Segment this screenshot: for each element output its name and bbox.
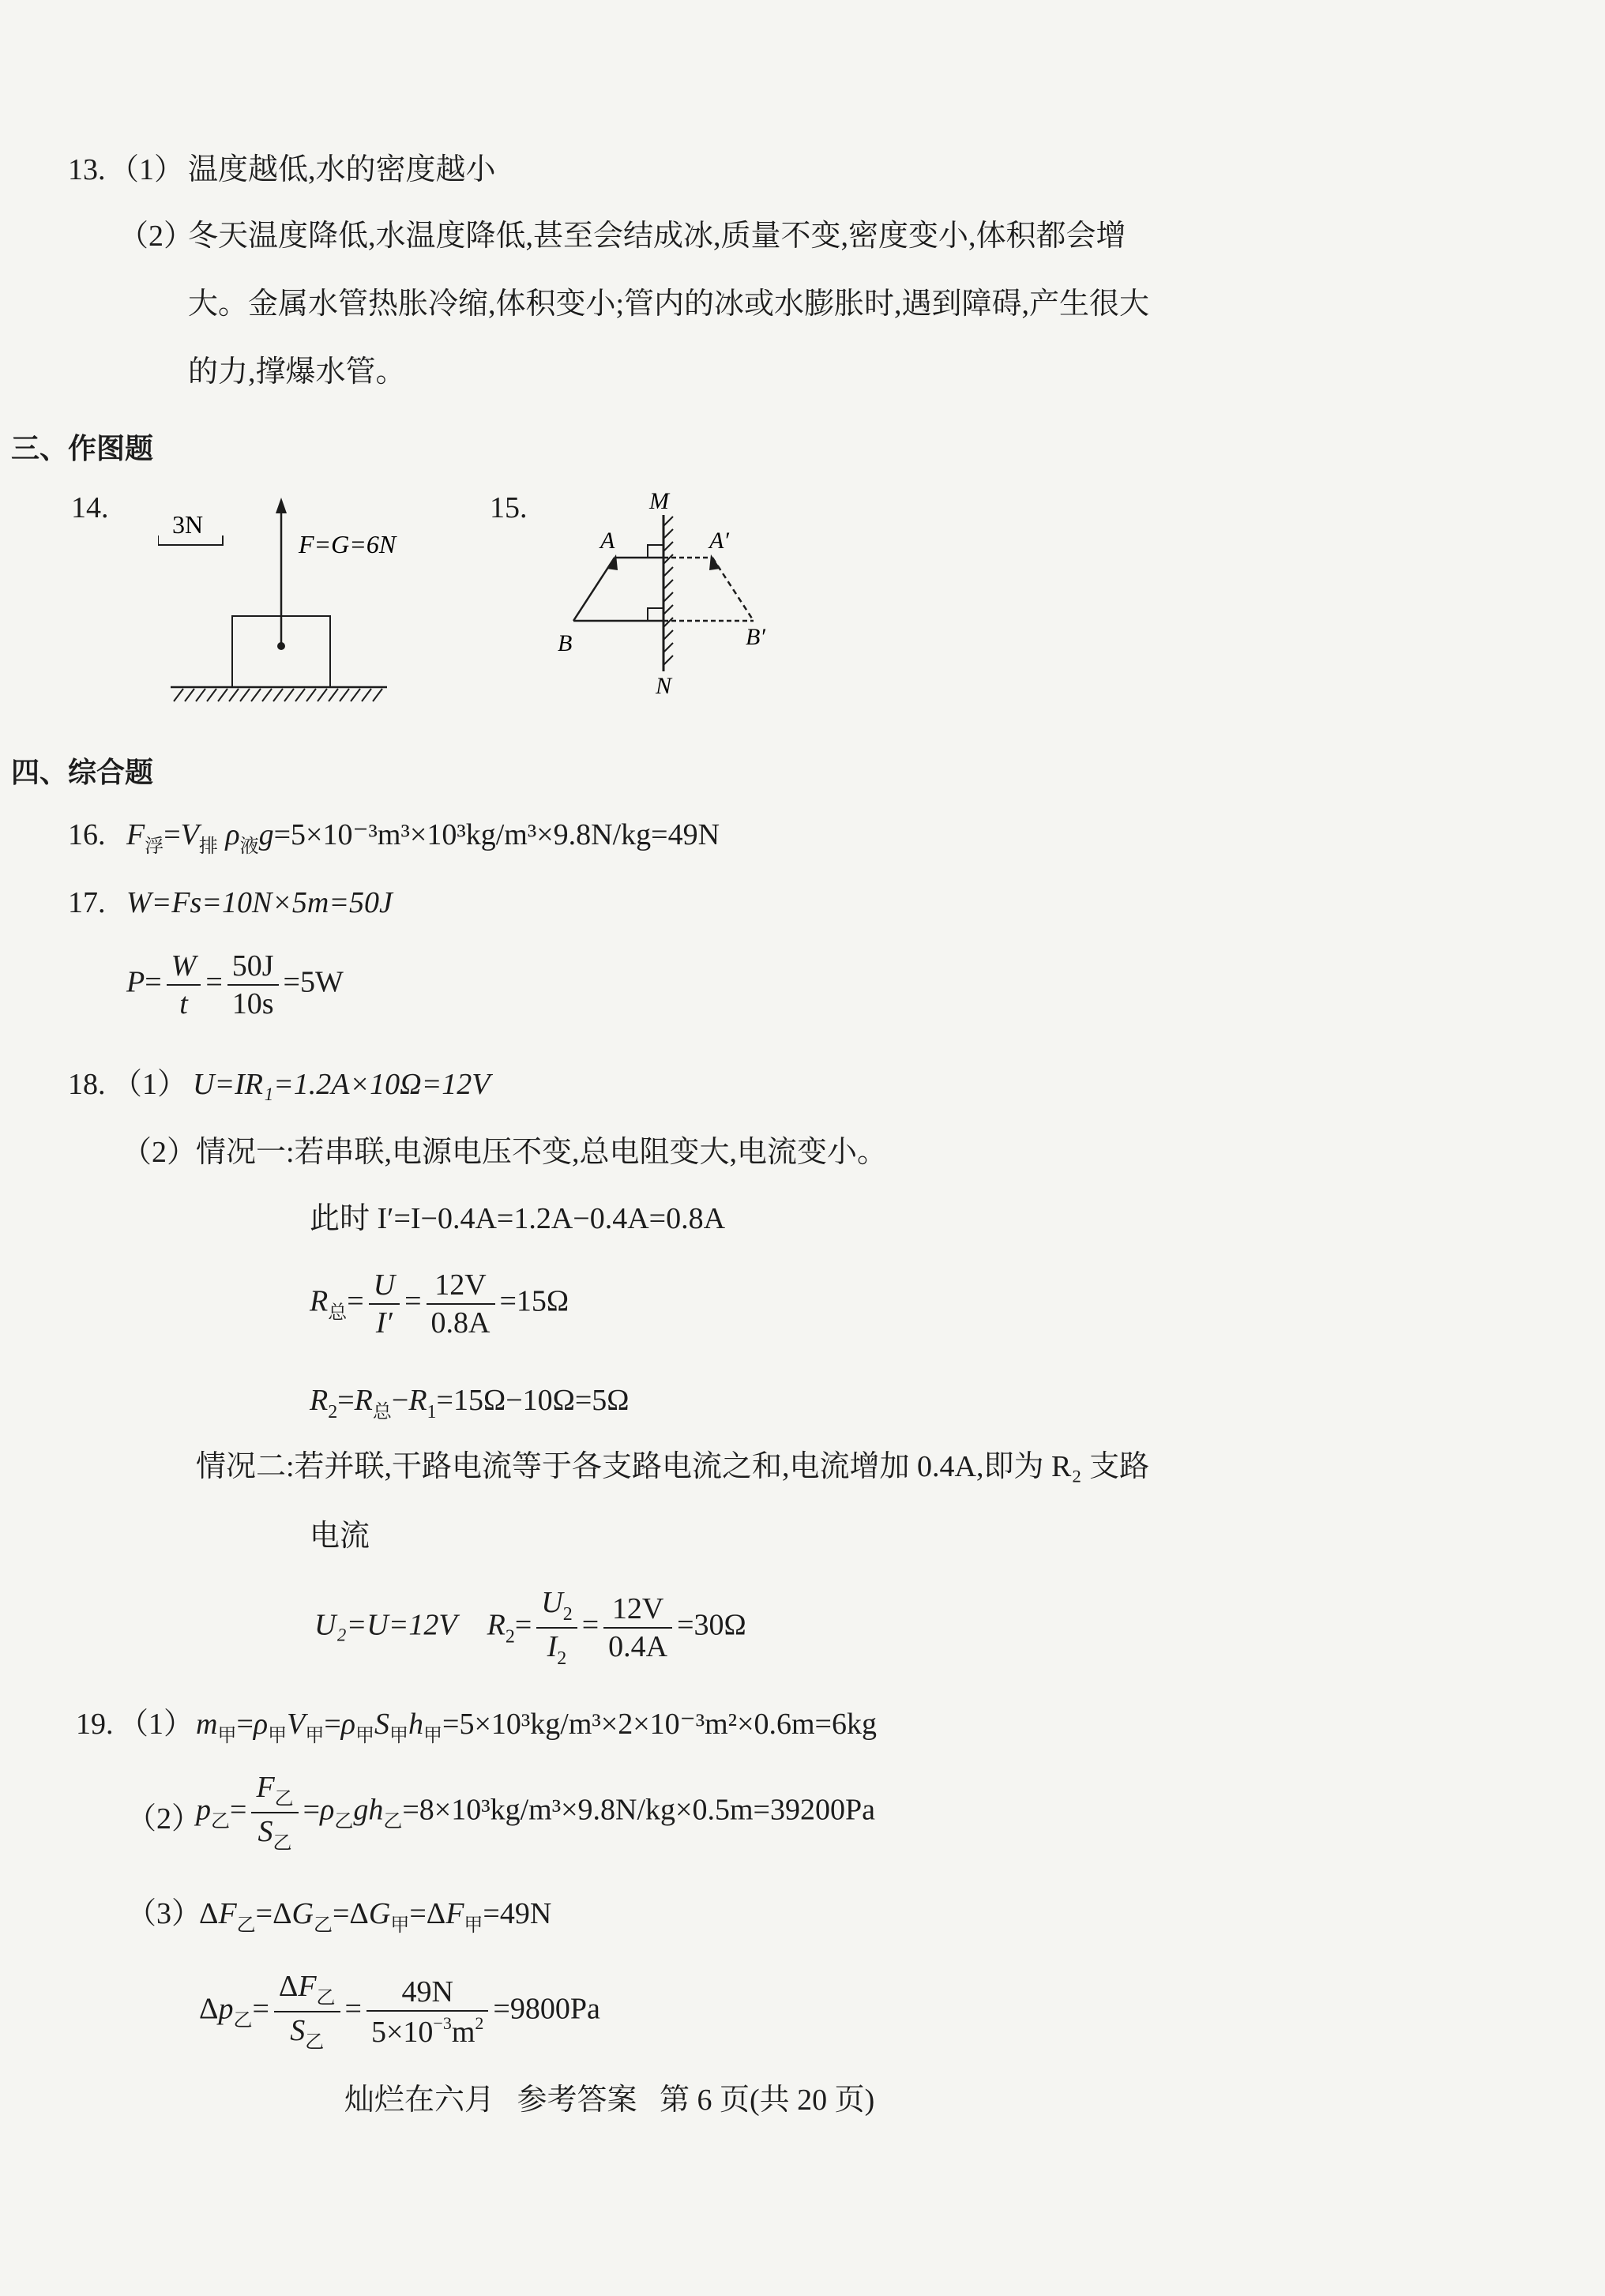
section-heading-drawing: 三、作图题 [11,433,154,465]
label-N: N [656,673,672,699]
q18-case1: 情况一:若串联,电源电压不变,总电阻变大,电流变小。 [196,1136,888,1169]
q15-num: 15. [490,491,528,524]
q19-p3-formula: $\Delta F_乙=\Delta G_乙=\Delta G_甲=\Delta F_甲=49N$ [199,1897,552,1936]
q16-formula: $F_浮=V_排$ $\rho_液g=5\times 10^{-3}m^3\times 10^3kg/m^3\times 9.8N/kg=49N$ [126,818,720,857]
q19-p3-label: （3） [126,1897,202,1930]
q13-p1-text: 温度越低,水的密度越小 [188,153,496,186]
q13-p1-label: （1） [109,153,185,186]
q18-case2-line2: 电流 [310,1520,370,1553]
label-B: B [558,630,573,656]
right-angle-bottom [648,608,663,621]
q18-case2-formula: U₂=U=12V $R_2=$ $\frac{U_2}{I_2}$ = $\frac{12V}{0.4A}$ =30Ω [314,1586,746,1669]
label-M: M [649,488,669,514]
q18-num: 18. [68,1068,106,1101]
force-label: F=G=6N [299,530,397,558]
label-B-prime: B′ [746,624,765,650]
q18-case1-r2: $R_2=R_总-R_1=15\Omega-10\Omega=5\Omega$ [310,1384,630,1422]
section-heading-comprehensive: 四、综合题 [11,757,154,789]
right-angle-top [648,545,663,558]
q18-case2-line1: 情况二:若并联,干路电流等于各支路电流之和,电流增加 0.4A,即为 R₂ 支路 [196,1450,1150,1483]
q18-p1-label: （1） [112,1068,188,1101]
q19-p1-formula: $m_甲=\rho_甲V_甲=\rho_甲S_甲h_甲=5\times 10^3kg/m^3\times 2\times 10^{-3}m^2\times 0.6m=6kg$ [196,1708,877,1746]
q18-p2-label: （2） [122,1136,197,1169]
q19-p2-formula: $p_乙=$ $\frac{F_乙}{S_乙}$ $=\rho_乙gh_乙=8\times 10^3kg/m^3\times 9.8N/kg\times 0.5m=39200Pa$ [196,1771,875,1854]
q18-case1-total-resistance: $R_总=$ $\frac{U}{I'}$ = $\frac{12V}{0.8A}$ =15Ω [310,1268,569,1340]
ground-hatching [174,689,382,701]
label-A: A [600,528,615,554]
q19-p2-label: （2） [126,1802,202,1836]
scale-label: 3N [172,510,204,539]
q13-p2-line1: 冬天温度降低,水温度降低,甚至会结成冰,质量不变,密度变小,体积都会增 [188,220,1126,253]
mirror-hatching [663,517,673,665]
q17-num: 17. [68,886,106,919]
center-dot [277,642,285,650]
q17-work: W=Fs=10N×5m=50J [126,886,393,919]
q18-case1-current: 此时 I′=I−0.4A=1.2A−0.4A=0.8A [310,1202,726,1235]
q19-p3-pressure: $\Delta p_乙=$ $\frac{\Delta F_乙}{S_乙}$ = $\frac{49N}{5\times 10^{-3}m^2}$ =9800Pa [199,1970,600,2053]
q19-p1-label: （1） [118,1708,194,1741]
q13-num: 13. [68,153,106,186]
arrow-head [276,498,287,513]
q14-num: 14. [71,491,109,524]
q17-power: P= $\frac{W}{t}$ = $\frac{50J}{10s}$ =5W [126,949,344,1020]
object-arrowhead [607,554,618,570]
q13-p2-label: （2） [118,220,194,253]
image-arrowhead [709,554,720,570]
q16-num: 16. [68,818,106,851]
q18-p1-formula: U=IR₁=1.2A×10Ω=12V [193,1068,491,1101]
q14-force-diagram [158,490,411,711]
q13-p2-line2: 大。金属水管热胀冷缩,体积变小;管内的冰或水膨胀时,遇到障碍,产生很大 [188,287,1150,321]
q13-p2-line3: 的力,撑爆水管。 [188,355,406,389]
q19-num: 19. [76,1708,114,1741]
label-A-prime: A′ [709,528,729,554]
q15-mirror-diagram [545,482,798,703]
page-footer: 灿烂在六月 参考答案 第 6 页(共 20 页) [344,2084,875,2117]
